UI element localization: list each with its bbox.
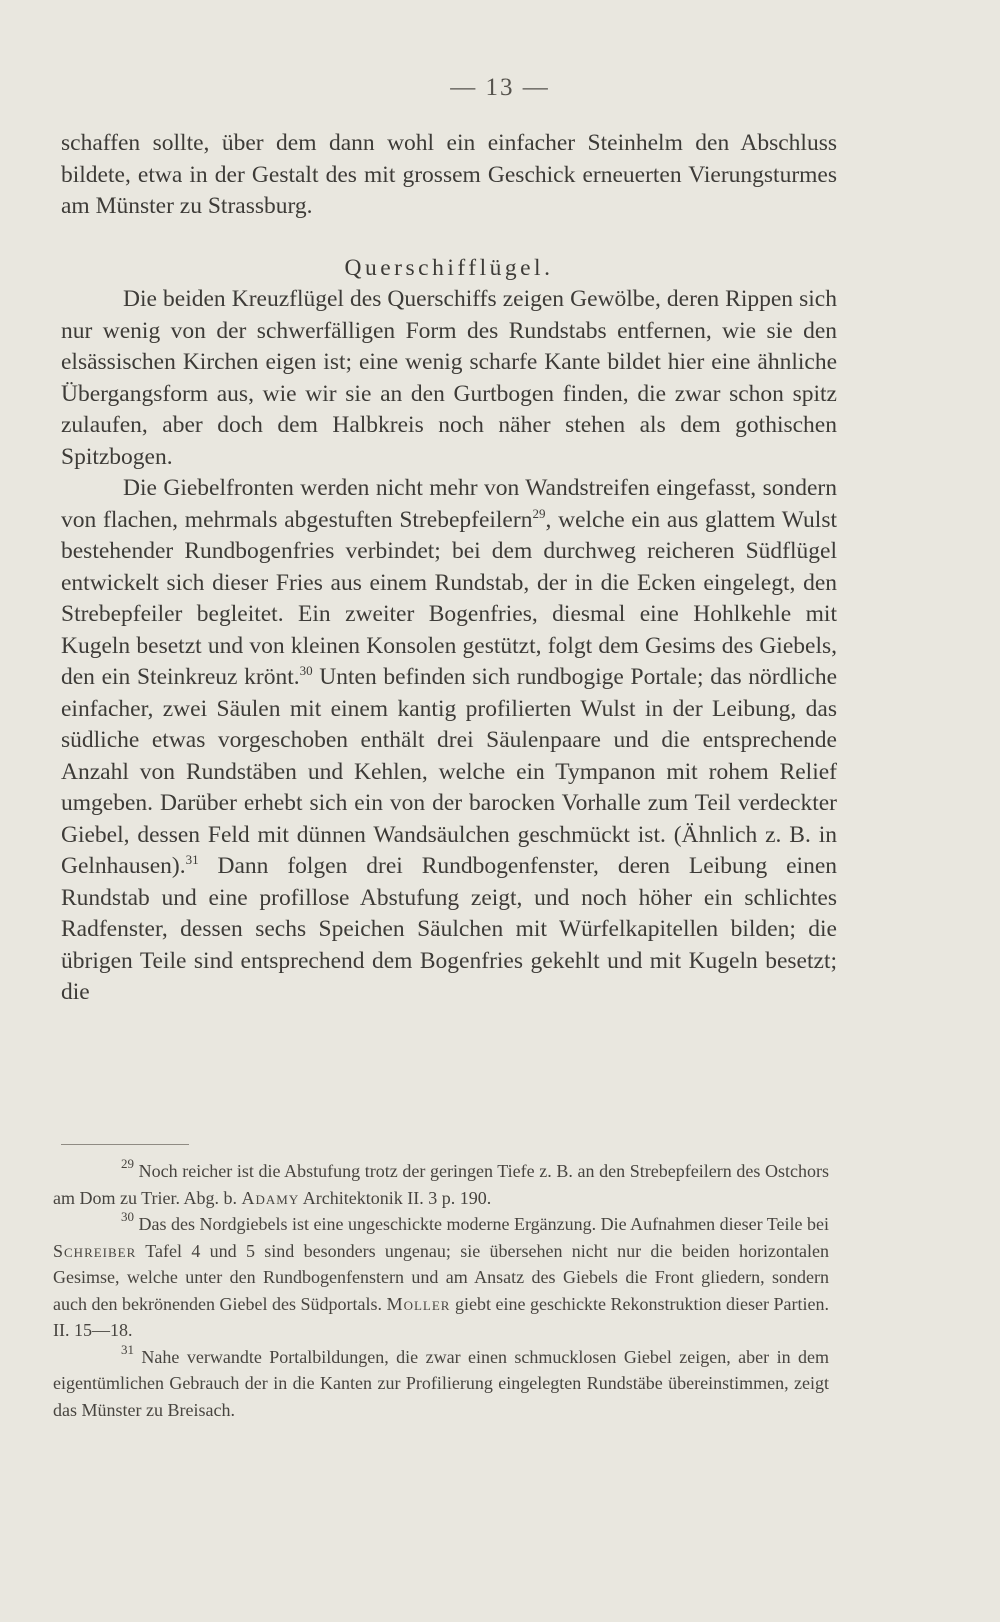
footnote-29 [53,1158,829,1211]
footnotes [53,1158,829,1423]
footnote-number: 29 [121,1156,134,1171]
paragraph-gewoelbe: Die beiden Kreuzflügel des Querschiffs zeigen Gewölbe, deren Rippen sich nur wenig von der schwerfälligen Form des Rundstabs entfernen, wie sie den elsässischen Kirchen eigen ist; eine wenig scharfe Kante bildet hier eine ähnliche Übergangsform aus, wie wir sie an den Gurtbogen finden, die zwar schon spitz zulaufen, aber doch dem Halbkreis noch näher stehen als dem gothischen Spitzbogen. [61,286,837,470]
footnote-text: Tafel 4 und 5 sind besonders ungenau; sie übersehen nicht nur die beiden horizontalen Gesimse, welche unter den Rundbogenfenstern und am Ansatz des Giebels die Front gliedern, sondern auch den bekrönenden Giebel des Südportals. [53,1240,829,1314]
footnote-reference: 29 [532,505,546,521]
footnote-30 [53,1211,829,1344]
paragraph-vierungsturm: schaffen sollte, über dem dann wohl ein einfacher Steinhelm den Abschluss bildete, etwa in der Gestalt des mit grossem Geschick erneuerten Vierungsturmes am Münster zu Strassburg. [61,130,837,219]
paragraph-text: Die Giebelfronten werden nicht mehr von Wandstreifen eingefasst, sondern von flachen, mehrmals abgestuften Strebepfeilern [61,475,837,533]
page-number: — 13 — [450,74,550,101]
footnote-text: Architektonik II. 3 p. 190. [299,1187,492,1208]
footnote-text: Noch reicher ist die Abstufung trotz der geringen Tiefe z. B. an den Strebepfeilern des Ostchors am Dom zu Trier. Abg. b. [53,1161,829,1208]
footnote-number: 30 [121,1209,134,1224]
section-heading: Querschifflügel. [344,254,554,281]
paragraph-text: Unten befinden sich rundbogige Portale; das nördliche einfacher, zwei Säulen mit einem kantig profilierten Wulst in der Leibung, das südliche etwas vorgeschoben enthält drei Säulenpaare und die entsprechende Anzahl von Rundstäben und Kehlen, welche ein Tympanon mit rohem Relief umgeben. Darüber erhebt sich ein von der barocken Vorhalle zum Teil verdeckter Giebel, dessen Feld mit dünnen Wandsäulchen geschmückt ist. (Ähnlich z. B. in Gelnhausen). [61,664,837,879]
paragraph-text: Dann folgen drei Rundbogenfenster, deren Leibung einen Rundstab und eine profillose Abstufung zeigt, und noch höher ein schlichtes Radfenster, dessen sechs Speichen Säulchen mit Würfelkapitellen bilden; die übrigen Teile sind entsprechend dem Bogenfries gekehlt und mit Kugeln besetzt; die [61,853,837,1005]
footnote-text: Das des Nordgiebels ist eine ungeschickte moderne Ergänzung. Die Aufnahmen dieser Teile bei [134,1214,829,1234]
paragraph-text: , welche ein aus glattem Wulst bestehender Rundbogenfries verbindet; bei dem durchweg reicheren Südflügel entwickelt sich dieser Fries aus einem Rundstab, der in die Ecken eingelegt, den Strebepfeiler begleitet. Ein zweiter Bogenfries, diesmal eine Hohlkehle mit Kugeln besetzt und von kleinen Konsolen gestützt, folgt dem Gesims des Giebels, den ein Steinkreuz krönt. [61,506,837,690]
author-name: Adamy [241,1187,300,1208]
footnote-reference: 31 [185,852,199,867]
author-name: Schreiber [53,1240,137,1261]
footnote-separator [61,1144,189,1145]
footnote-text: giebt eine geschickte Rekonstruktion dieser Partien. II. 15—18. [53,1293,829,1340]
footnote-31 [53,1341,829,1424]
author-name: Moller [386,1293,451,1314]
paragraph-giebelfronten [61,473,837,1009]
footnote-reference: 30 [299,663,313,678]
footnote-text: Nahe verwandte Portalbildungen, die zwar einen schmucklosen Giebel zeigen, aber in dem eigentümlichen Gebrauch der in die Kanten zur Profilierung eingelegten Rundstäbe übereinstimmen, zeigt das Münster zu Breisach. [53,1346,829,1420]
body-text [61,128,837,1009]
footnote-number: 31 [121,1341,134,1357]
